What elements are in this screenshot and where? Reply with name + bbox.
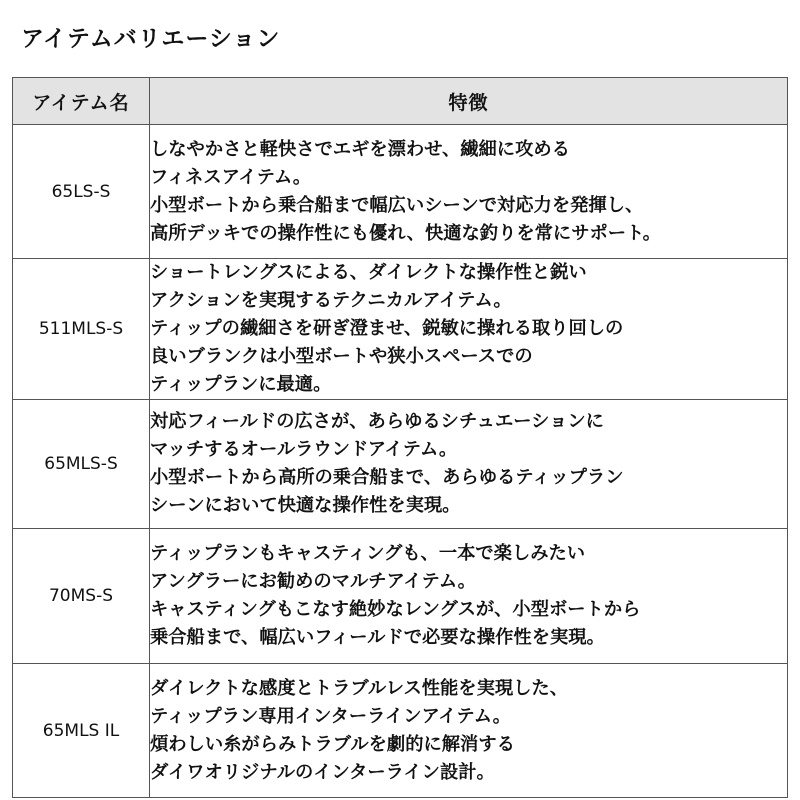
- item-name-cell: 65MLS-S: [13, 400, 150, 529]
- feature-line: 乗合船まで、幅広いフィールドで必要な操作性を実現。: [150, 627, 605, 648]
- feature-line: ダイレクトな感度とトラブルレス性能を実現した、: [150, 677, 568, 699]
- table-row: [13, 259, 788, 400]
- header-item-name: アイテム名: [13, 78, 150, 125]
- item-name-cell: 511MLS-S: [13, 259, 150, 400]
- feature-line: マッチするオールラウンドアイテム。: [150, 439, 458, 460]
- feature-cell: [150, 529, 788, 664]
- feature-line: ティップランもキャスティングも、一本で楽しみたい: [150, 543, 586, 564]
- feature-line: 良いブランクは小型ボートや狭小スペースでの: [150, 346, 533, 367]
- feature-line: シーンにおいて快適な操作性を実現。: [150, 495, 461, 516]
- table-row: [13, 664, 788, 798]
- feature-line: 小型ボートから高所の乗合船まで、あらゆるティップラン: [150, 467, 624, 488]
- feature-line: ショートレングスによる、ダイレクトな操作性と鋭い: [150, 262, 587, 283]
- table-row: [13, 400, 788, 529]
- table-header-row: [13, 78, 788, 125]
- feature-line: フィネスアイテム。: [150, 166, 312, 188]
- feature-line: ティップの繊細さを研ぎ澄ませ、鋭敏に操れる取り回しの: [150, 318, 624, 339]
- feature-cell: [150, 259, 788, 400]
- feature-cell: [150, 125, 788, 259]
- table-row: [13, 529, 788, 664]
- item-name-cell: 65MLS IL: [13, 664, 150, 798]
- feature-line: アクションを実現するテクニカルアイテム。: [150, 290, 512, 311]
- feature-cell: [150, 664, 788, 798]
- feature-line: しなやかさと軽快さでエギを漂わせ、繊細に攻める: [150, 138, 570, 160]
- feature-line: 高所デッキでの操作性にも優れ、快適な釣りを常にサポート。: [150, 222, 661, 244]
- feature-line: 小型ボートから乗合船まで幅広いシーンで対応力を発揮し、: [150, 194, 644, 216]
- item-name-cell: 70MS-S: [13, 529, 150, 664]
- item-name-cell: 65LS-S: [13, 125, 150, 259]
- item-variation-table: [12, 77, 788, 798]
- feature-line: ティップラン専用インターラインアイテム。: [150, 705, 511, 727]
- feature-line: 煩わしい糸がらみトラブルを劇的に解消する: [150, 733, 515, 755]
- header-features: 特徴: [150, 78, 788, 125]
- feature-line: ティップランに最適。: [150, 374, 332, 395]
- feature-line: 対応フィールドの広さが、あらゆるシチュエーションに: [150, 411, 604, 432]
- feature-line: キャスティングもこなす絶妙なレングスが、小型ボートから: [150, 599, 641, 620]
- feature-line: アングラーにお勧めのマルチアイテム。: [150, 571, 476, 592]
- table-row: [13, 125, 788, 259]
- feature-line: ダイワオリジナルのインターライン設計。: [150, 761, 495, 783]
- page-title: アイテムバリエーション: [21, 26, 281, 52]
- feature-cell: [150, 400, 788, 529]
